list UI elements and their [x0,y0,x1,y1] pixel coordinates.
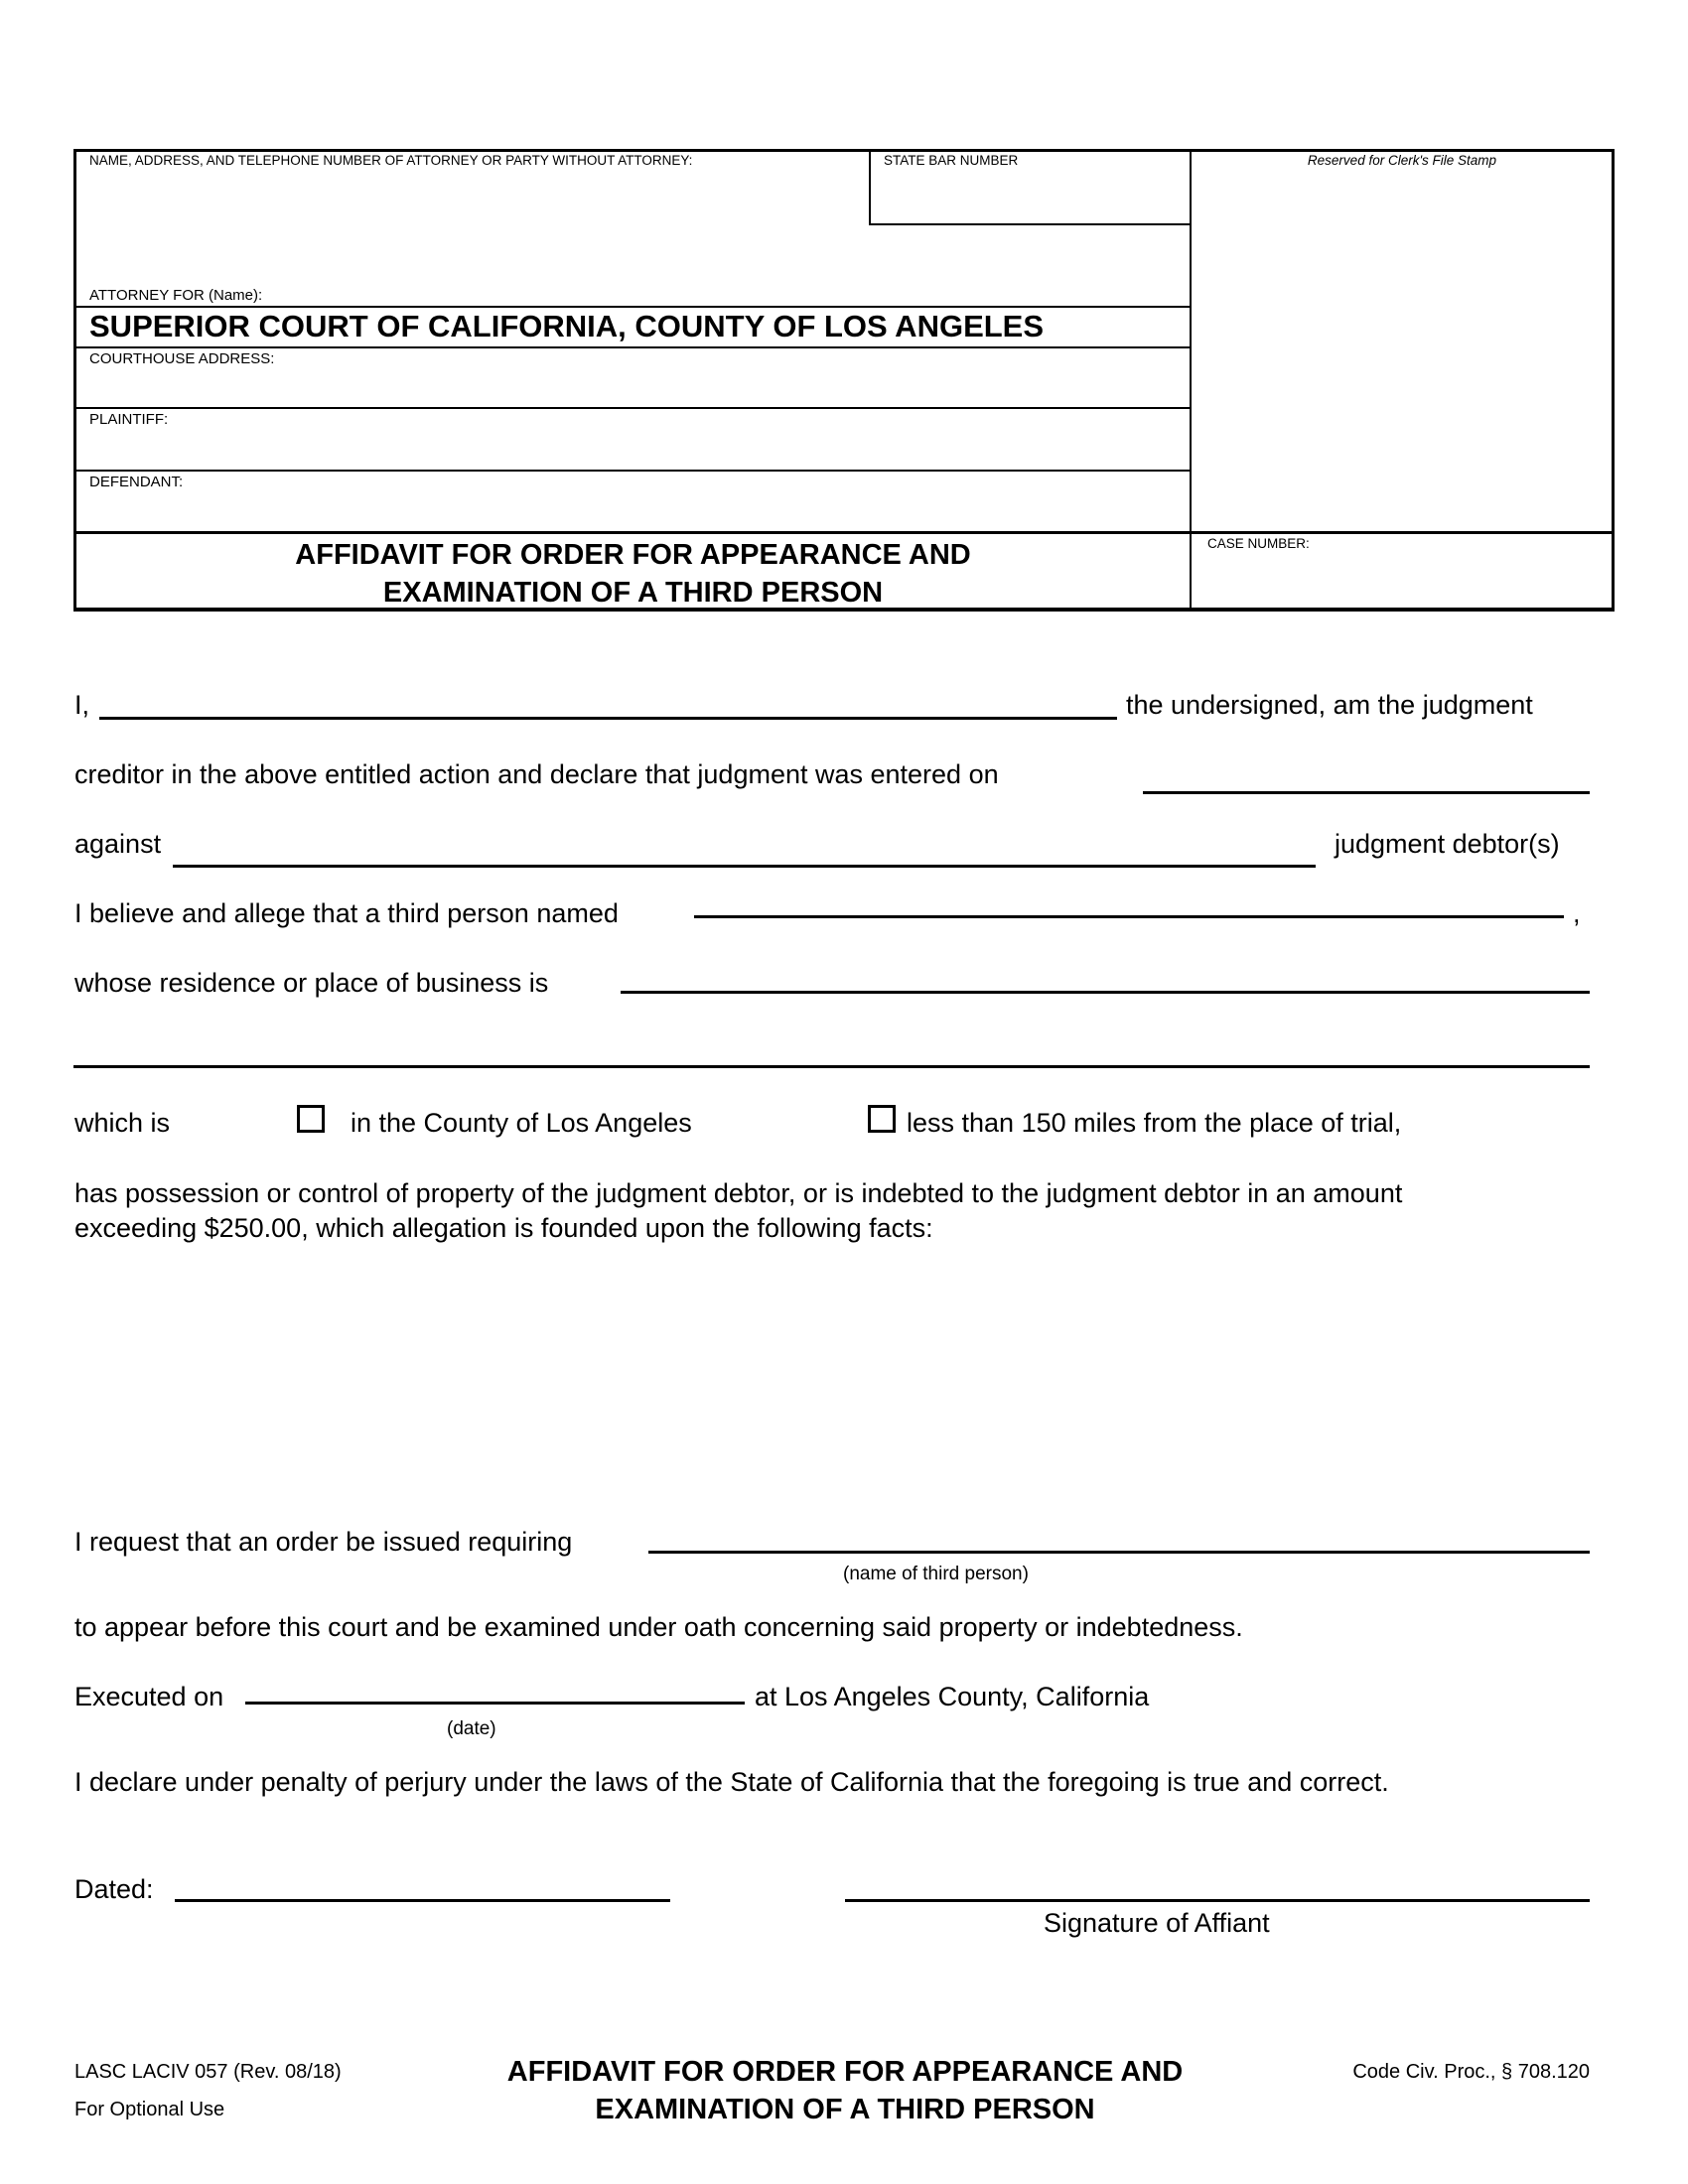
signature-field[interactable] [845,1899,1590,1902]
executed-prefix: Executed on [74,1682,224,1711]
possession-line2: exceeding $250.00, which allegation is founded upon the following facts: [74,1213,933,1243]
line5-prefix: whose residence or place of business is [74,968,549,998]
line2-text: creditor in the above entitled action and declare that judgment was entered on [74,759,999,789]
plaintiff-field[interactable] [79,431,1182,467]
third-person-name-field[interactable] [694,915,1564,918]
in-county-label: in the County of Los Angeles [351,1108,692,1138]
within-150-miles-checkbox[interactable] [868,1105,896,1133]
clerk-stamp-label: Reserved for Clerk's File Stamp [1307,153,1497,168]
table-top-border [73,149,1615,152]
clerk-column-divider [1190,149,1192,612]
table-right-border [1612,149,1615,612]
request-prefix: I request that an order be issued requiring [74,1527,573,1557]
row-line-plaintiff [73,407,1192,409]
dated-field[interactable] [175,1899,670,1902]
requested-person-field[interactable] [648,1551,1590,1554]
plaintiff-label: PLAINTIFF: [89,411,169,428]
executed-suffix: at Los Angeles County, California [755,1682,1150,1711]
executed-date-field[interactable] [245,1702,745,1705]
judgment-date-field[interactable] [1143,791,1590,794]
footer-title-line2: EXAMINATION OF A THIRD PERSON [595,2094,1095,2125]
form-title-line1: AFFIDAVIT FOR ORDER FOR APPEARANCE AND [295,539,971,571]
possession-line1: has possession or control of property of the judgment debtor, or is indebted to the judgment debtor in an amount [74,1178,1403,1208]
case-number-field[interactable] [1196,558,1606,606]
request-caption: (name of third person) [843,1564,1029,1584]
line3-suffix: judgment debtor(s) [1335,829,1560,859]
judgment-debtor-field[interactable] [173,865,1316,868]
facts-field[interactable] [73,1253,1590,1511]
courthouse-address-field[interactable] [79,369,1182,403]
case-number-label: CASE NUMBER: [1207,536,1310,551]
row-line-court [73,306,1192,308]
optional-use: For Optional Use [74,2099,225,2120]
affiant-name-field[interactable] [99,717,1117,720]
attorney-for-label: ATTORNEY FOR (Name): [89,287,263,304]
court-name: SUPERIOR COURT OF CALIFORNIA, COUNTY OF LOS ANGELES [89,309,1045,343]
declare-text: I declare under penalty of perjury under the laws of the State of California that the foregoing is true and correct. [74,1767,1389,1797]
within-150-miles-label: less than 150 miles from the place of trial, [907,1108,1402,1138]
attorney-info-field[interactable] [79,174,864,283]
form-title [76,536,1190,612]
state-bar-field[interactable] [874,174,1187,221]
row-line-courthouse [73,346,1192,348]
line4-suffix: , [1573,898,1581,928]
signature-caption: Signature of Affiant [1044,1908,1270,1938]
defendant-label: DEFENDANT: [89,474,184,490]
courthouse-address-label: COURTHOUSE ADDRESS: [89,350,275,367]
code-reference: Code Civ. Proc., § 708.120 [1352,2061,1590,2083]
form-number: LASC LACIV 057 (Rev. 08/18) [74,2061,342,2083]
which-is-label: which is [74,1108,171,1138]
state-bar-box-left [869,149,871,225]
state-bar-box-bottom [869,223,1192,225]
footer-title [437,2053,1253,2128]
dated-label: Dated: [74,1874,154,1904]
appear-text: to appear before this court and be examined under oath concerning said property or indebtedness. [74,1612,1243,1642]
attorney-info-label: NAME, ADDRESS, AND TELEPHONE NUMBER OF ATTORNEY OR PARTY WITHOUT ATTORNEY: [89,153,693,168]
line4-prefix: I believe and allege that a third person named [74,898,619,928]
executed-caption: (date) [447,1718,496,1739]
state-bar-label: STATE BAR NUMBER [884,153,1019,168]
line3-prefix: against [74,829,162,859]
defendant-field[interactable] [79,492,1182,528]
form-title-line2: EXAMINATION OF A THIRD PERSON [382,577,884,609]
footer-title-line1: AFFIDAVIT FOR ORDER FOR APPEARANCE AND [506,2056,1184,2088]
line1-suffix: the undersigned, am the judgment [1126,690,1533,720]
residence-field-line1[interactable] [621,991,1590,994]
in-county-checkbox[interactable] [297,1105,325,1133]
row-line-title [73,531,1615,534]
residence-field-line2[interactable] [73,1065,1590,1068]
line1-prefix: I, [74,690,90,720]
row-line-defendant [73,470,1192,472]
